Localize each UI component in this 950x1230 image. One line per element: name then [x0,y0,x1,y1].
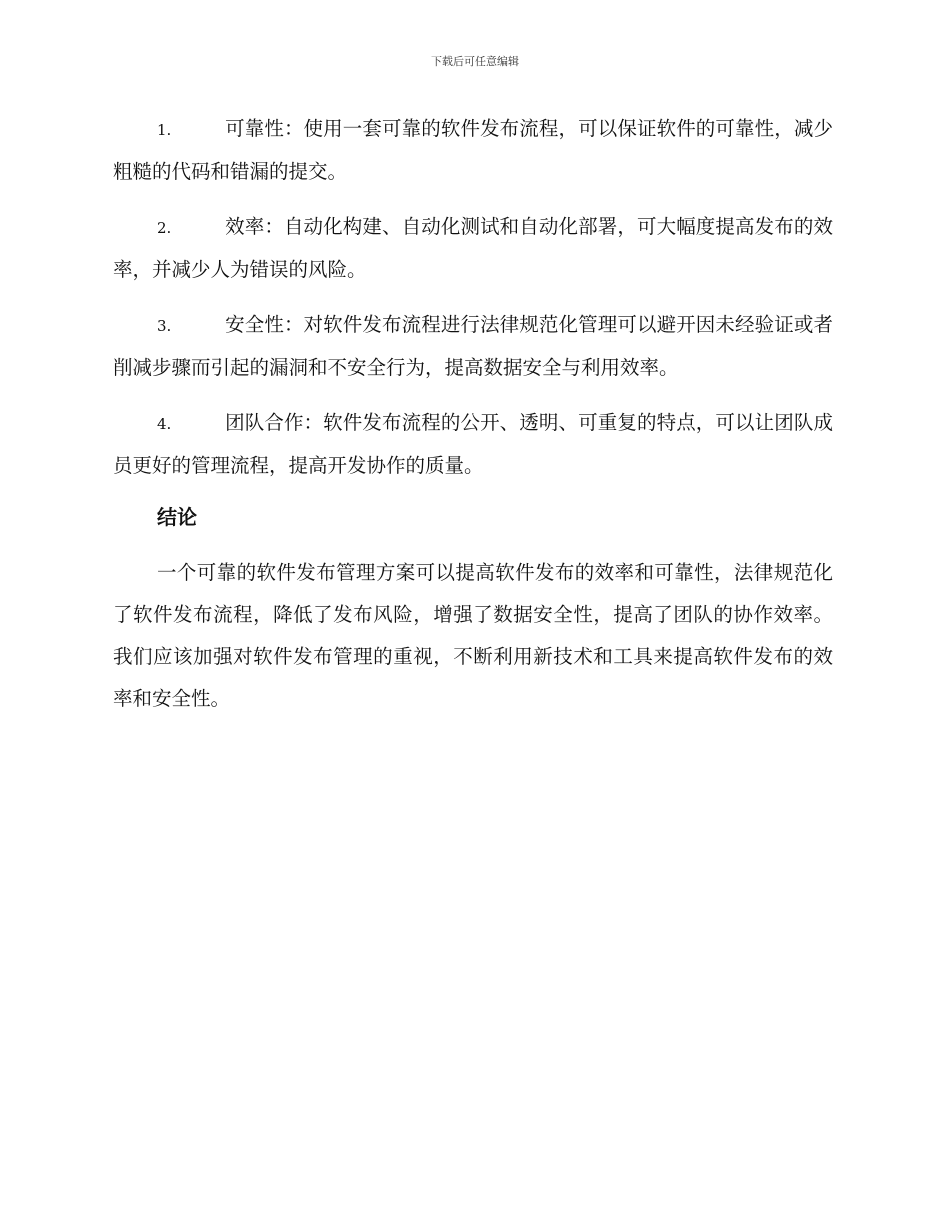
list-item-text: 效率：自动化构建、自动化测试和自动化部署，可大幅度提高发布的效率，并减少人为错误的风险。 [113,215,833,281]
conclusion-heading: 结论 [157,505,197,529]
list-item-text: 可靠性：使用一套可靠的软件发布流程，可以保证软件的可靠性，减少粗糙的代码和错漏的提交。 [113,117,833,183]
list-item-text: 安全性：对软件发布流程进行法律规范化管理可以避开因未经验证或者削减步骤而引起的漏洞和不安全行为，提高数据安全与利用效率。 [113,313,833,379]
list-item-security [113,304,833,389]
list-number: 2. [157,219,172,237]
list-item-text: 团队合作：软件发布流程的公开、透明、可重复的特点，可以让团队成员更好的管理流程，提高开发协作的质量。 [113,411,833,477]
list-number: 1. [157,121,172,139]
list-item-teamwork [113,402,833,487]
list-number: 3. [157,317,172,335]
list-number: 4. [157,415,172,433]
document-body [113,108,833,720]
conclusion-paragraph: 一个可靠的软件发布管理方案可以提高软件发布的效率和可靠性，法律规范化了软件发布流程，降低了发布风险，增强了数据安全性，提高了团队的协作效率。我们应该加强对软件发布管理的重视，不断利用新技术和工具来提高软件发布的效率和安全性。 [113,561,833,710]
page-header-note: 下载后可任意编辑 [431,55,519,68]
list-item-efficiency [113,206,833,291]
list-item-reliability [113,108,833,193]
